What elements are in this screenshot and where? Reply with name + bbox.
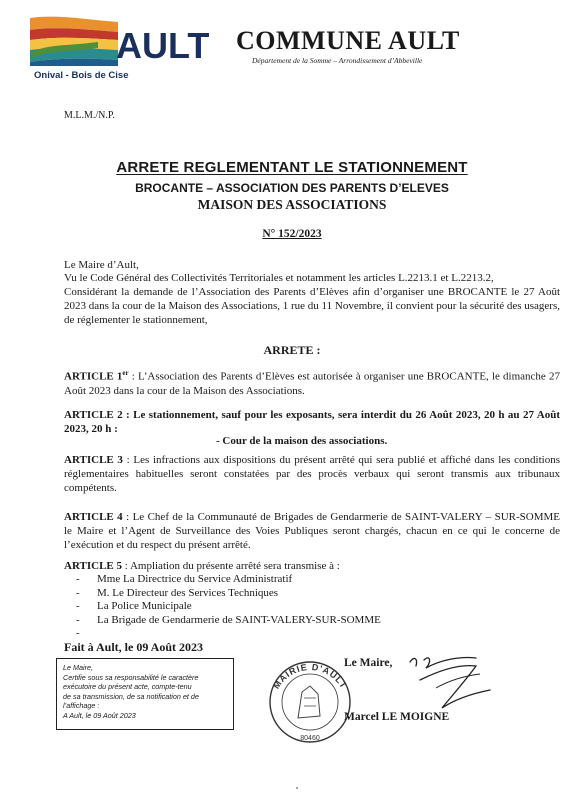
arrete-number: N° 152/2023	[262, 228, 322, 240]
commune-title: COMMUNE AULT	[236, 26, 460, 55]
article-4	[64, 510, 560, 552]
title-location: MAISON DES ASSOCIATIONS	[197, 197, 387, 212]
article-3	[64, 453, 560, 495]
arrete-heading: ARRETE :	[263, 343, 321, 357]
commune-subtitle: Département de la Somme – Arrondissement d’Abbeville	[252, 56, 423, 65]
title-main: ARRETE REGLEMENTANT LE STATIONNEMENT	[116, 159, 468, 176]
preamble-considerant: Considérant la demande de l’Association des Parents d’Elèves afin d’organiser une BROCANTE le 27 Août 2023 dans la cour de la Maison des Associations, 1 rue du 11 Novembre, il convient pour la sécurité des usagers, de réglementer le stationnement,	[64, 286, 561, 326]
article-1-label: ARTICLE 1	[64, 370, 123, 383]
cert-line: Certifie sous sa responsabilité le caractère	[63, 672, 199, 682]
article-4-text: : Le Chef de la Communauté de Brigades de Gendarmerie de SAINT-VALERY – SUR-SOMME le Maire et l’Agent de Surveillance des Voies Publiques seront chargés, chacun en ce qui le concerne de l’exécution et du respect du présent arrêté.	[64, 511, 560, 551]
article-3-label: ARTICLE 3	[64, 454, 123, 466]
signature-role: Le Maire,	[344, 657, 393, 669]
article-1-sup: er	[122, 369, 129, 377]
cert-line: de sa transmission, de sa notification et de	[63, 691, 199, 701]
title-sub: BROCANTE – ASSOCIATION DES PARENTS D’ELEVES	[135, 181, 449, 195]
page-dot	[296, 787, 298, 789]
stamp-code: 80460	[300, 735, 320, 742]
preamble-code: Vu le Code Général des Collectivités Territoriales et notamment les articles L.2213.1 et L.2213.2,	[64, 272, 494, 284]
recipient-item: - La Police Municipale	[64, 600, 381, 614]
article-3-text: : Les infractions aux dispositions du présent arrêté qui sera publié et affiché dans les conditions réglementaires habituelles seront constatées par des procès verbaux qui seront transmis aux tribunaux compétents.	[64, 454, 560, 494]
recipient-item: - Mme La Directrice du Service Administratif	[64, 573, 381, 587]
mairie-stamp	[262, 658, 358, 744]
article-5-text: : Ampliation du présente arrêté sera transmise à :	[122, 560, 340, 572]
handwritten-signature	[380, 650, 530, 720]
certification-box	[56, 658, 234, 730]
article-5-label: ARTICLE 5	[64, 560, 122, 572]
ault-logo	[28, 14, 210, 82]
cert-line: exécutoire du présent acte, compte-tenu	[63, 682, 192, 691]
reference: M.L.M./N.P.	[64, 110, 115, 121]
logo-subtitle: Onival - Bois de Cise	[34, 70, 129, 81]
cert-line: Le Maire,	[63, 663, 93, 672]
article-1	[64, 366, 560, 398]
recipient-item: - M. Le Directeur des Services Techniques	[64, 587, 381, 601]
recipient-item: - La Brigade de Gendarmerie de SAINT-VALERY-SUR-SOMME	[64, 614, 381, 628]
article-1-text: : L’Association des Parents d’Elèves est autorisée à organiser une BROCANTE, le dimanche 27 Août 2023 dans la cour de la Maison des Associations.	[64, 370, 560, 397]
cert-line: A Ault, le 09 Août 2023	[63, 710, 136, 720]
logo-text: AULT	[116, 25, 210, 66]
stamp-text: MAIRIE D'AULT	[271, 661, 349, 691]
recipients-list	[64, 573, 381, 627]
fait-a-ault: Fait à Ault, le 09 Août 2023	[64, 640, 204, 654]
article-5	[64, 559, 560, 573]
signature-name: Marcel LE MOIGNE	[344, 711, 450, 723]
article-4-label: ARTICLE 4	[64, 511, 123, 523]
article-2: ARTICLE 2 : Le stationnement, sauf pour les exposants, sera interdit du 26 Août 2023, 20 h au 27 Août 2023, 20 h :	[64, 409, 560, 435]
article-2-detail: - Cour de la maison des associations.	[216, 435, 388, 447]
cert-line: l’affichage :	[63, 701, 100, 710]
preamble-maire: Le Maire d’Ault,	[64, 259, 139, 271]
